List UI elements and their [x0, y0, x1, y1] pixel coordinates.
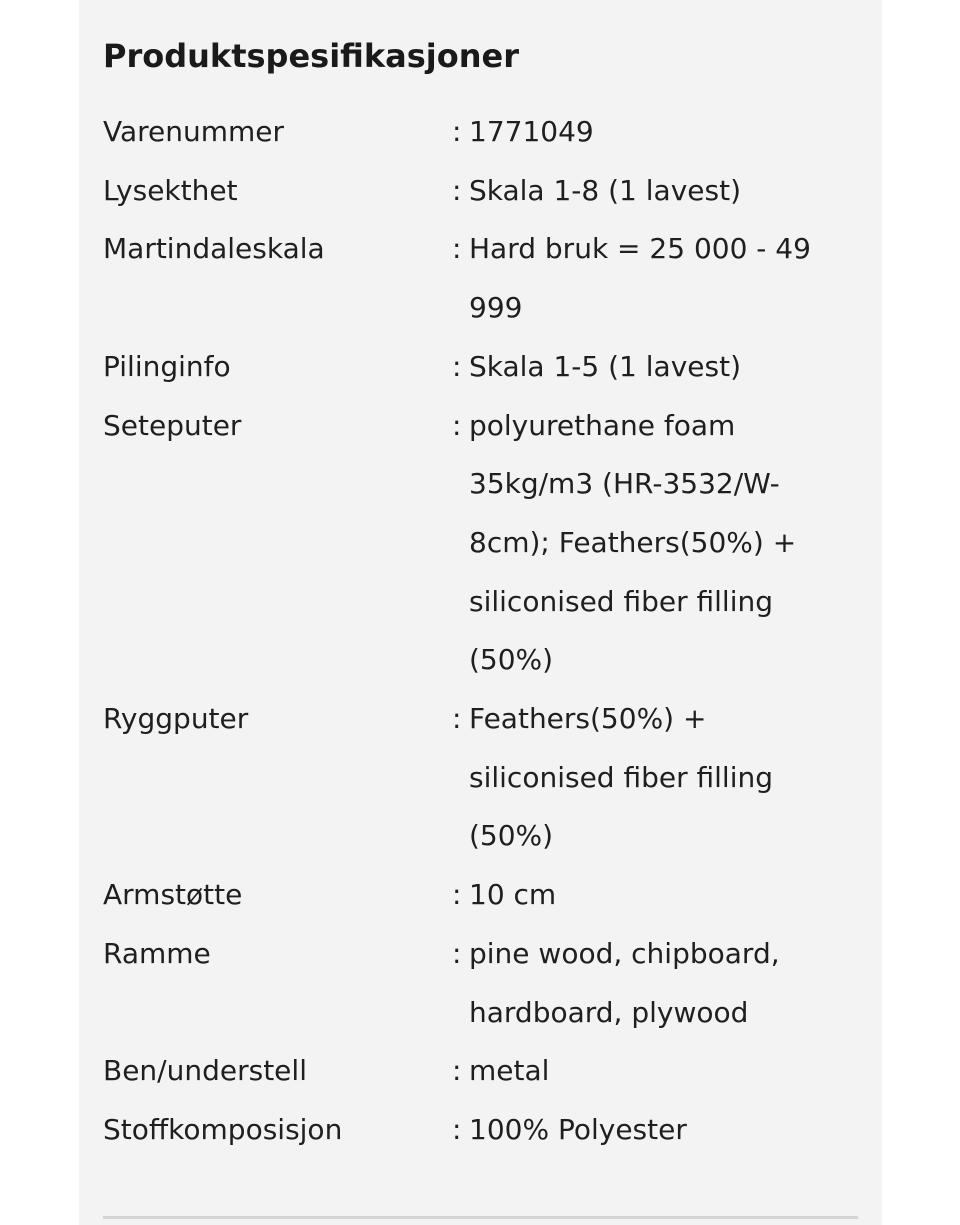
section-title: Produktspesifikasjoner — [103, 37, 520, 75]
spec-label: Pilinginfo — [103, 349, 231, 383]
spec-value: Skala 1-5 (1 lavest) — [469, 349, 741, 383]
spec-row-ramme — [103, 925, 843, 1042]
spec-row-ben-understell — [103, 1042, 843, 1101]
spec-row-martindaleskala — [103, 220, 843, 337]
spec-label: Ben/understell — [103, 1054, 307, 1088]
spec-separator: : — [452, 1054, 462, 1088]
spec-value: 100% Polyester — [469, 1112, 687, 1146]
spec-value: Feathers(50%) + siliconised fiber filling (50%) — [469, 702, 774, 853]
spec-separator: : — [452, 115, 462, 148]
spec-separator: : — [452, 408, 462, 442]
spec-row-stoffkomposisjon — [103, 1101, 843, 1160]
spec-label: Seteputer — [103, 408, 242, 442]
spec-row-lysekthet — [103, 162, 843, 221]
section-divider — [103, 1216, 858, 1219]
spec-row-seteputer — [103, 397, 843, 691]
spec-label: Martindaleskala — [103, 232, 325, 266]
spec-separator: : — [452, 936, 462, 970]
spec-row-ryggputer — [103, 690, 843, 866]
product-specifications-panel — [79, 0, 882, 1225]
spec-value: 1771049 — [469, 115, 594, 148]
spec-row-armstotte — [103, 866, 843, 925]
spec-separator: : — [452, 702, 462, 736]
spec-value: Hard bruk = 25 000 - 49 999 — [469, 232, 811, 325]
spec-row-varenummer — [103, 103, 843, 162]
spec-value: polyurethane foam 35kg/m3 (HR-3532/W-8cm); Feathers(50%) + siliconised fiber filling (50%) — [469, 408, 797, 677]
spec-label: Ramme — [103, 936, 211, 970]
spec-value: pine wood, chipboard, hardboard, plywood — [469, 936, 780, 1029]
spec-value: Skala 1-8 (1 lavest) — [469, 173, 741, 207]
spec-label: Armstøtte — [103, 878, 243, 912]
spec-label: Lysekthet — [103, 173, 238, 207]
spec-label: Varenummer — [103, 115, 285, 148]
spec-label: Ryggputer — [103, 702, 249, 736]
spec-value: 10 cm — [469, 878, 557, 912]
spec-value: metal — [469, 1054, 550, 1088]
spec-separator: : — [452, 1112, 462, 1146]
spec-row-pilinginfo — [103, 338, 843, 397]
spec-separator: : — [452, 349, 462, 383]
spec-separator: : — [452, 878, 462, 912]
specifications-list — [103, 103, 843, 1160]
spec-separator: : — [452, 232, 462, 266]
spec-separator: : — [452, 173, 462, 207]
spec-label: Stoffkomposisjon — [103, 1112, 343, 1146]
